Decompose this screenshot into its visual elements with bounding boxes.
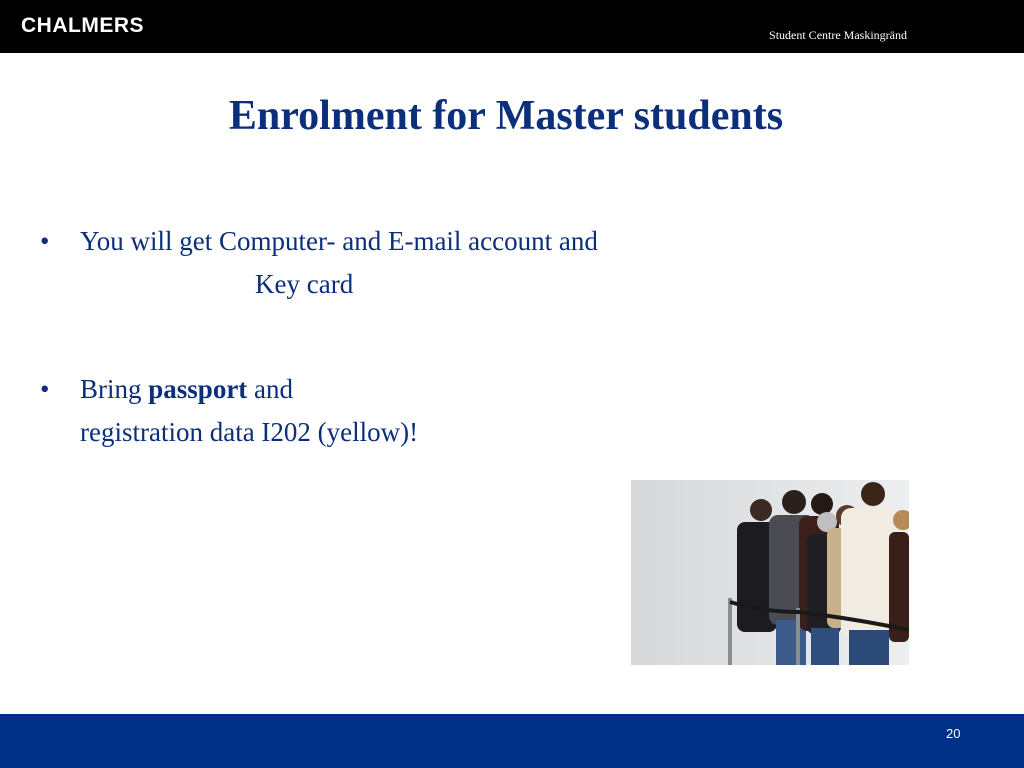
bullet-text-line2: Key card: [255, 269, 354, 299]
queue-photo: [631, 480, 909, 665]
bullet-suffix: and: [247, 374, 294, 404]
header-label: Student Centre Maskingränd: [769, 28, 907, 42]
bullet-dot: •: [40, 374, 50, 404]
bullet-text-line2: registration data I202 (yellow)!: [80, 417, 419, 447]
chalmers-logo: CHALMERS: [21, 14, 144, 37]
slide-title: Enrolment for Master students: [228, 93, 784, 139]
bullet-dot: •: [40, 226, 50, 256]
footer-bar: [0, 714, 1024, 768]
bullet-item-passport: [40, 368, 740, 454]
bullet-text-line1: [80, 368, 740, 411]
bullet-prefix: Bring: [80, 374, 149, 404]
header-bar: [0, 0, 1024, 53]
bullet-text-line1: You will get Computer- and E-mail account and: [80, 226, 598, 256]
bullet-list: [40, 220, 740, 454]
bullet-bold-passport: passport: [148, 374, 248, 404]
page-number: 20: [946, 726, 961, 741]
bullet-item-accounts: [40, 220, 740, 306]
